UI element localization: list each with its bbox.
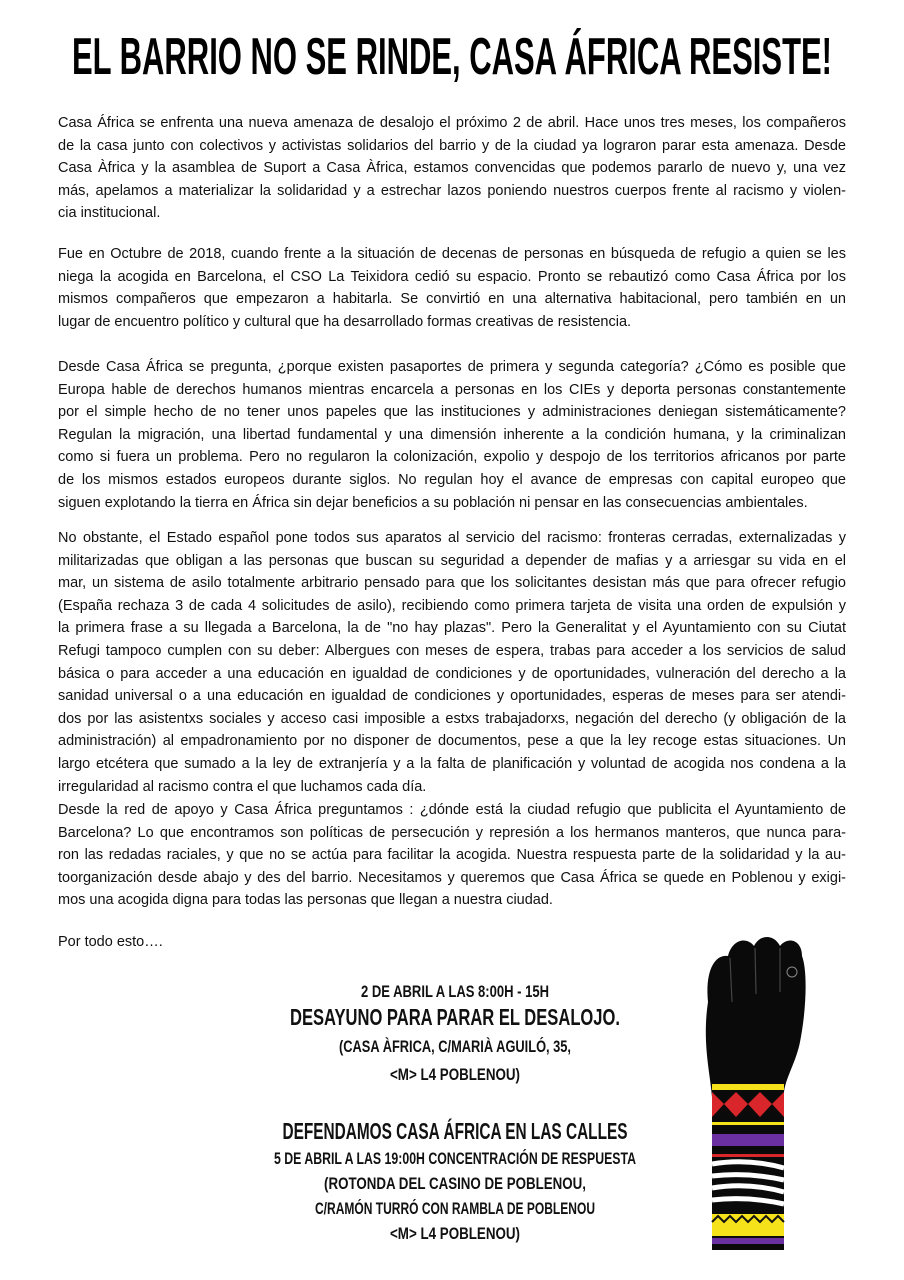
event2-title: Defendamos Casa África en las calles [282,1118,799,1144]
event2-time: 5 de abril a las 19:00h concentración de respuesta [274,1149,636,1168]
paragraph-line: lugar de encuentro político y cultural que ha desarrollado formas creativas de resistencia. [58,313,632,330]
paragraph-line: irregularidad al racismo contra el que luchamos cada día. [58,778,427,795]
paragraph [58,799,846,912]
paragraph-line: Barcelona? Lo que encontramos son políticas de persecución y represión a los hermanos manteros, que nunca para- [58,824,846,841]
paragraph-line: de los mismos estados europeos durante siglos. No regulan hoy el avance de empresas con capital europeo que [58,471,846,488]
paragraph-line: niega la acogida en Barcelona, el CSO La Teixidora cedió su espacio. Pronto se rebautizó como Casa África por los [58,268,846,285]
paragraph-line: Desde Casa África se pregunta, ¿porque existen pasaportes de primera y segunda categoría? ¿Cómo es posible que [58,359,846,375]
paragraph-line: (España rechaza 3 de cada 4 solicitudes de asilo), recibiendo como primera tarjeta de visita una orden de expulsión y [58,597,846,614]
paragraph-line: mos una acogida digna para todas las personas que llegan a nuestra ciudad. [58,892,553,909]
paragraph [58,527,846,798]
paragraph-line: básica o para acceder a una educación en igualdad de condiciones y de oportunidades, vulneración del derecho a la [58,665,846,682]
paragraph-line: Casa Àfrica y la asamblea de Suport a Casa Àfrica, estamos convencidas que podemos pararlo de nuevo y, una vez [58,160,846,177]
paragraph-line: dos por las asistentxs sociales y acceso casi imposible a estxs trabajadorxs, negación del derecho (y obligación de la [58,710,846,727]
paragraph-line: como si fuera un problema. Pero no regularon la colonización, expolio y despojo de los territorios africanos por parte [58,449,846,466]
paragraph-line: cia institucional. [58,205,161,222]
paragraph [58,356,846,514]
paragraph-line: toorganización desde abajo y des del barrio. Necesitamos y queremos que Casa África se quede en Poblenou y exigi- [58,869,846,886]
paragraph-line: de la casa junto con colectivos y activistas solidarios del barrio y de la ciudad ya lograron parar esta amenaza. Desde [58,137,846,154]
paragraph-line: ron las redadas raciales, y que no se actúa para facilitar la acogida. Nuestra respuesta parte de la solidaridad y la au- [58,847,846,864]
paragraph-line: mar, un sistema de asilo totalmente arbitrario pensado para que los solicitantes desistan más que para ofrecer refugio [58,575,846,592]
title-text: EL BARRIO NO SE RINDE, CASA ÁFRICA RESISTE! [72,28,832,86]
paragraph-line: mismos compañeros que empezaron a habitarla. Se convirtió en una alternativa habitacional, pero también en un [58,291,846,308]
bracelet-yellow-band [712,1084,784,1090]
paragraph [58,112,846,225]
paragraph-line: la primera frase a su llegada a Barcelona, la de "no hay plazas". Pero la Generalitat y el Ayuntamiento con su Ciutat [58,620,846,637]
page-title [0,22,904,84]
event2-metro: <M> L4 Poblenou) [390,1224,520,1243]
raised-fist-illustration [700,932,810,1250]
paragraph-line: Por todo esto…. [58,934,163,950]
paragraph-line: Fue en Octubre de 2018, cuando frente a la situación de decenas de personas en búsqueda de refugio a quien se les [58,246,846,262]
paragraph-line: Desde la red de apoyo y Casa África preguntamos : ¿dónde está la ciudad refugio que publicita el Ayuntamiento de [58,802,846,818]
paragraph-line: militarizadas que obligan a las personas que buscan su seguridad a depender de mafias y a arriesgar su vida en el [58,552,846,569]
paragraph-line: Refugi tampoco cumplen con su deber: Albergues con meses de espera, trabas para acceder a los servicios de salud [58,642,846,659]
paragraph-line: administración) al empadronamiento por no disponer de documentos, pese a que la ley recoge estas situaciones. Un [58,733,846,750]
event-concentration [180,1115,799,1250]
paragraph-line: siguen explotando la tierra en África sin dejar beneficios a su población ni pensar en las consecuencias ambientales. [58,494,808,511]
event-breakfast [180,978,730,1088]
event2-address2: C/Ramón Turró con Rambla de Poblenou [315,1199,595,1218]
bracelet-yellow-triangles [712,1214,784,1236]
paragraph-line: Regulan la migración, una libertad fundamental y una dimensión inherente a la condición humana, y la criminalizan [58,426,846,443]
event1-time: 2 de abril a las 8:00h - 15h [361,982,549,1001]
paragraph-line: Europa hable de derechos humanos mientras encarcela a personas en los CIEs y deporta personas constantemente [58,381,846,398]
event1-title: Desayuno para parar el desalojo. [290,1004,620,1030]
event2-address1: (Rotonda del casino de Poblenou, [324,1174,586,1193]
paragraph-line: No obstante, el Estado español pone todos sus aparatos al servicio del racismo: fronteras cerradas, externalizadas y [58,530,846,546]
paragraph-line: Casa África se enfrenta una nueva amenaza de desalojo el próximo 2 de abril. Hace unos tres meses, los compañeros [58,115,846,131]
paragraph [58,243,846,333]
bracelet-purple-band [712,1134,784,1146]
paragraph-line: sanidad universal o a una educación en igualdad de condiciones y oportunidades, esperas de meses para ser atendi- [58,688,846,705]
paragraph-line: por el simple hecho de no tener unos papeles que las instituciones y administraciones deniegan sistemáticamente? [58,404,846,421]
event1-address: (Casa Àfrica, C/Marià Aguiló, 35, [339,1037,571,1056]
paragraph-line: largo etcétera que sumado a la ley de extranjería y a la falta de planificación y voluntad de acogida nos condena a la [58,755,846,772]
event1-metro: <M> L4 Poblenou) [390,1065,520,1084]
paragraph-line: más, apelamos a materializar la solidaridad y a estrechar lazos poniendo nuestros cuerpos frente al racismo y violen- [58,182,846,199]
